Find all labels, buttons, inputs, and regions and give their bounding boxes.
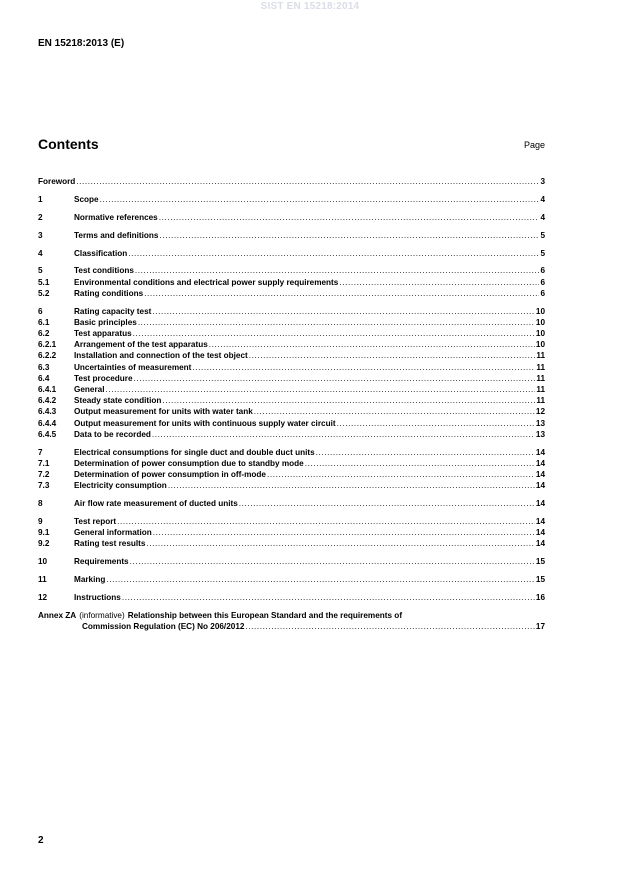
toc-entry-page: 4 <box>540 212 545 222</box>
toc-entry[interactable] <box>38 527 545 538</box>
toc-entry-number: 12 <box>38 592 48 602</box>
toc-entry-number: 6.4.1 <box>38 384 57 394</box>
toc-entry-title: Test procedure <box>74 373 133 383</box>
toc-entry-number: 8 <box>38 499 43 508</box>
toc-entry-number: 6 <box>38 306 43 316</box>
toc-entry-page: 13 <box>535 429 545 439</box>
toc-entry-number: 6.2.1 <box>38 340 57 350</box>
toc-entry[interactable] <box>38 384 545 395</box>
toc-entry[interactable] <box>38 288 545 299</box>
toc-entry-number: 7.3 <box>38 481 50 491</box>
toc-entry-title: Output measurement for units with continuous supply water circuit <box>74 418 336 428</box>
toc-entry-number: 10 <box>38 557 48 567</box>
toc-entry-number: 7.1 <box>38 458 50 468</box>
toc-entry[interactable] <box>38 429 545 440</box>
toc-entry[interactable] <box>38 194 545 205</box>
dot-leader <box>135 265 540 276</box>
toc-entry[interactable] <box>38 230 545 241</box>
toc-entry-title: Test conditions <box>74 266 134 276</box>
toc-entry-page: 14 <box>535 499 545 508</box>
toc-entry-page: 4 <box>540 194 545 204</box>
toc-entry[interactable] <box>38 418 545 429</box>
dot-leader <box>152 306 535 317</box>
toc-entry-title: Rating conditions <box>74 288 144 298</box>
toc-entry-page: 12 <box>535 407 545 417</box>
toc-entry[interactable] <box>38 480 545 491</box>
toc-entry-number: 5 <box>38 266 43 276</box>
toc-entry-title: Uncertainties of measurement <box>74 362 192 372</box>
toc-entry-number: 7 <box>38 447 43 457</box>
toc-entry-number: 7.2 <box>38 469 50 479</box>
toc-entry-title: Installation and connection of the test object <box>74 351 248 361</box>
toc-entry[interactable] <box>38 339 545 350</box>
dot-leader <box>159 212 540 223</box>
toc-entry[interactable] <box>38 395 545 406</box>
toc-entry-number: 1 <box>38 194 43 204</box>
toc-entry-number: 6.2 <box>38 329 50 338</box>
toc-entry-number: 2 <box>38 212 43 222</box>
toc-entry[interactable] <box>38 277 545 288</box>
toc-entry-page: 10 <box>535 329 545 338</box>
dot-leader <box>316 447 535 458</box>
toc-entry[interactable] <box>38 498 545 509</box>
toc-entry-title: Requirements <box>74 557 129 567</box>
toc-entry[interactable] <box>38 212 545 223</box>
toc-entry-page: 14 <box>535 516 545 526</box>
toc-entry[interactable] <box>38 469 545 480</box>
dot-leader <box>249 350 536 361</box>
toc-entry-title: General information <box>74 528 152 538</box>
dot-leader <box>305 458 535 469</box>
dot-leader <box>130 556 535 567</box>
dot-leader <box>106 574 534 585</box>
dot-leader <box>245 621 534 632</box>
toc-entry-page: 3 <box>540 177 545 186</box>
toc-entry-title: Marking <box>74 575 106 584</box>
toc-entry[interactable] <box>38 248 545 259</box>
annex-label: Annex ZA <box>38 610 77 620</box>
toc-entry[interactable] <box>38 406 545 417</box>
toc-entry-title: Electricity consumption <box>74 481 167 491</box>
toc-entry-title: Normative references <box>74 212 158 222</box>
toc-entry-page: 14 <box>535 469 545 479</box>
toc-entry-page: 6 <box>540 266 545 276</box>
toc-entry-number: 6.4.3 <box>38 407 57 417</box>
toc-entry-page: 6 <box>540 288 545 298</box>
table-of-contents <box>38 176 545 632</box>
toc-entry-page: 11 <box>536 351 545 361</box>
toc-entry-title: Steady state condition <box>74 396 162 406</box>
toc-entry-number: 6.4.4 <box>38 418 57 428</box>
toc-entry-number: 9.2 <box>38 539 50 549</box>
annex-title-line1: Relationship between this European Standard and the requirements of <box>127 610 403 620</box>
toc-entry-page: 11 <box>536 396 545 406</box>
toc-entry-page: 14 <box>535 447 545 457</box>
dot-leader <box>239 498 535 509</box>
dot-leader <box>144 288 539 299</box>
toc-entry-title: Classification <box>74 248 128 258</box>
toc-entry[interactable] <box>38 447 545 458</box>
toc-entry-title: Foreword <box>38 177 76 186</box>
dot-leader <box>106 384 536 395</box>
toc-entry-page: 11 <box>536 373 545 383</box>
toc-entry[interactable] <box>38 350 545 361</box>
toc-entry-title: Data to be recorded <box>74 429 151 439</box>
toc-entry-page: 14 <box>535 458 545 468</box>
watermark: SIST EN 15218:2014 <box>260 1 360 12</box>
dot-leader <box>133 328 535 339</box>
dot-leader <box>76 176 539 187</box>
toc-entry-title: Arrangement of the test apparatus <box>74 340 208 350</box>
toc-entry-page: 15 <box>535 557 545 567</box>
dot-leader <box>162 395 535 406</box>
dot-leader <box>134 373 536 384</box>
toc-entry[interactable] <box>38 592 545 603</box>
dot-leader <box>128 248 539 259</box>
dot-leader <box>153 527 535 538</box>
toc-entry[interactable] <box>38 458 545 469</box>
dot-leader <box>337 418 535 429</box>
toc-entry-title: Output measurement for units with water tank <box>74 407 253 417</box>
dot-leader <box>209 339 535 350</box>
page-number: 2 <box>38 835 44 846</box>
toc-entry-title: Rating capacity test <box>74 306 152 316</box>
dot-leader <box>100 194 540 205</box>
toc-entry[interactable] <box>38 362 545 373</box>
toc-entry-number: 6.4.5 <box>38 429 57 439</box>
toc-entry-title: Instructions <box>74 592 121 602</box>
toc-entry-page: 13 <box>535 418 545 428</box>
dot-leader <box>267 469 535 480</box>
toc-entry-title: Electrical consumptions for single duct and double duct units <box>74 447 315 457</box>
toc-entry-title: Test apparatus <box>74 329 132 338</box>
dot-leader <box>146 538 534 549</box>
dot-leader <box>138 317 535 328</box>
toc-entry-number: 3 <box>38 230 43 240</box>
toc-entry-page: 11 <box>536 362 545 372</box>
toc-entry-title: General <box>74 384 105 394</box>
toc-entry-title: Basic principles <box>74 317 137 327</box>
toc-entry-number: 5.2 <box>38 288 50 298</box>
document-id: EN 15218:2013 (E) <box>38 38 125 49</box>
dot-leader <box>117 516 535 527</box>
toc-entry-page: 15 <box>535 575 545 584</box>
toc-entry-title: Determination of power consumption due to standby mode <box>74 458 304 468</box>
toc-entry-page: 5 <box>540 230 545 240</box>
toc-entry-title: Test report <box>74 516 117 526</box>
toc-entry-number: 6.2.2 <box>38 351 57 361</box>
toc-entry-page: 11 <box>536 384 545 394</box>
dot-leader <box>122 592 535 603</box>
dot-leader <box>159 230 539 241</box>
toc-entry-number: 6.4.2 <box>38 396 57 406</box>
toc-entry[interactable] <box>38 306 545 317</box>
toc-entry[interactable] <box>38 265 545 276</box>
toc-entry[interactable] <box>38 176 545 187</box>
toc-entry-title: Environmental conditions and electrical power supply requirements <box>74 277 339 287</box>
toc-entry[interactable] <box>38 328 545 339</box>
toc-entry-page: 10 <box>535 340 545 350</box>
toc-entry[interactable] <box>38 538 545 549</box>
toc-entry-number: 9.1 <box>38 528 50 538</box>
toc-entry-number: 6.1 <box>38 317 50 327</box>
toc-entry-page: 14 <box>535 481 545 491</box>
annex-note: (informative) <box>79 610 125 620</box>
dot-leader <box>152 429 535 440</box>
dot-leader <box>254 406 535 417</box>
toc-entry-number: 6.4 <box>38 373 50 383</box>
annex-page: 17 <box>535 621 545 631</box>
toc-entry-page: 5 <box>540 248 545 258</box>
toc-entry[interactable] <box>38 373 545 384</box>
toc-entry-page: 16 <box>535 592 545 602</box>
toc-entry-page: 14 <box>535 539 545 549</box>
dot-leader <box>168 480 535 491</box>
toc-entry-number: 6.3 <box>38 362 50 372</box>
toc-entry-number: 11 <box>38 575 47 584</box>
toc-entry[interactable] <box>38 317 545 328</box>
toc-entry-title: Scope <box>74 194 99 204</box>
toc-entry[interactable] <box>38 574 545 585</box>
page-column-label: Page <box>523 140 545 150</box>
toc-entry-title: Terms and definitions <box>74 230 159 240</box>
toc-entry-page: 6 <box>540 277 545 287</box>
toc-entry-number: 4 <box>38 248 43 258</box>
toc-entry-number: 9 <box>38 516 43 526</box>
toc-entry-number: 5.1 <box>38 277 50 287</box>
annex-title-line2: Commission Regulation (EC) No 206/2012 <box>82 621 245 631</box>
toc-annex-entry[interactable] <box>38 610 545 632</box>
dot-leader <box>192 362 535 373</box>
toc-entry[interactable] <box>38 556 545 567</box>
toc-entry-title: Rating test results <box>74 539 146 549</box>
toc-entry-page: 10 <box>535 317 545 327</box>
page-title: Contents <box>38 136 99 152</box>
toc-entry-title: Determination of power consumption in off-mode <box>74 469 266 479</box>
dot-leader <box>339 277 539 288</box>
toc-entry-page: 10 <box>535 306 545 316</box>
toc-entry-title: Air flow rate measurement of ducted units <box>74 499 238 508</box>
toc-entry[interactable] <box>38 516 545 527</box>
toc-entry-page: 14 <box>535 528 545 538</box>
